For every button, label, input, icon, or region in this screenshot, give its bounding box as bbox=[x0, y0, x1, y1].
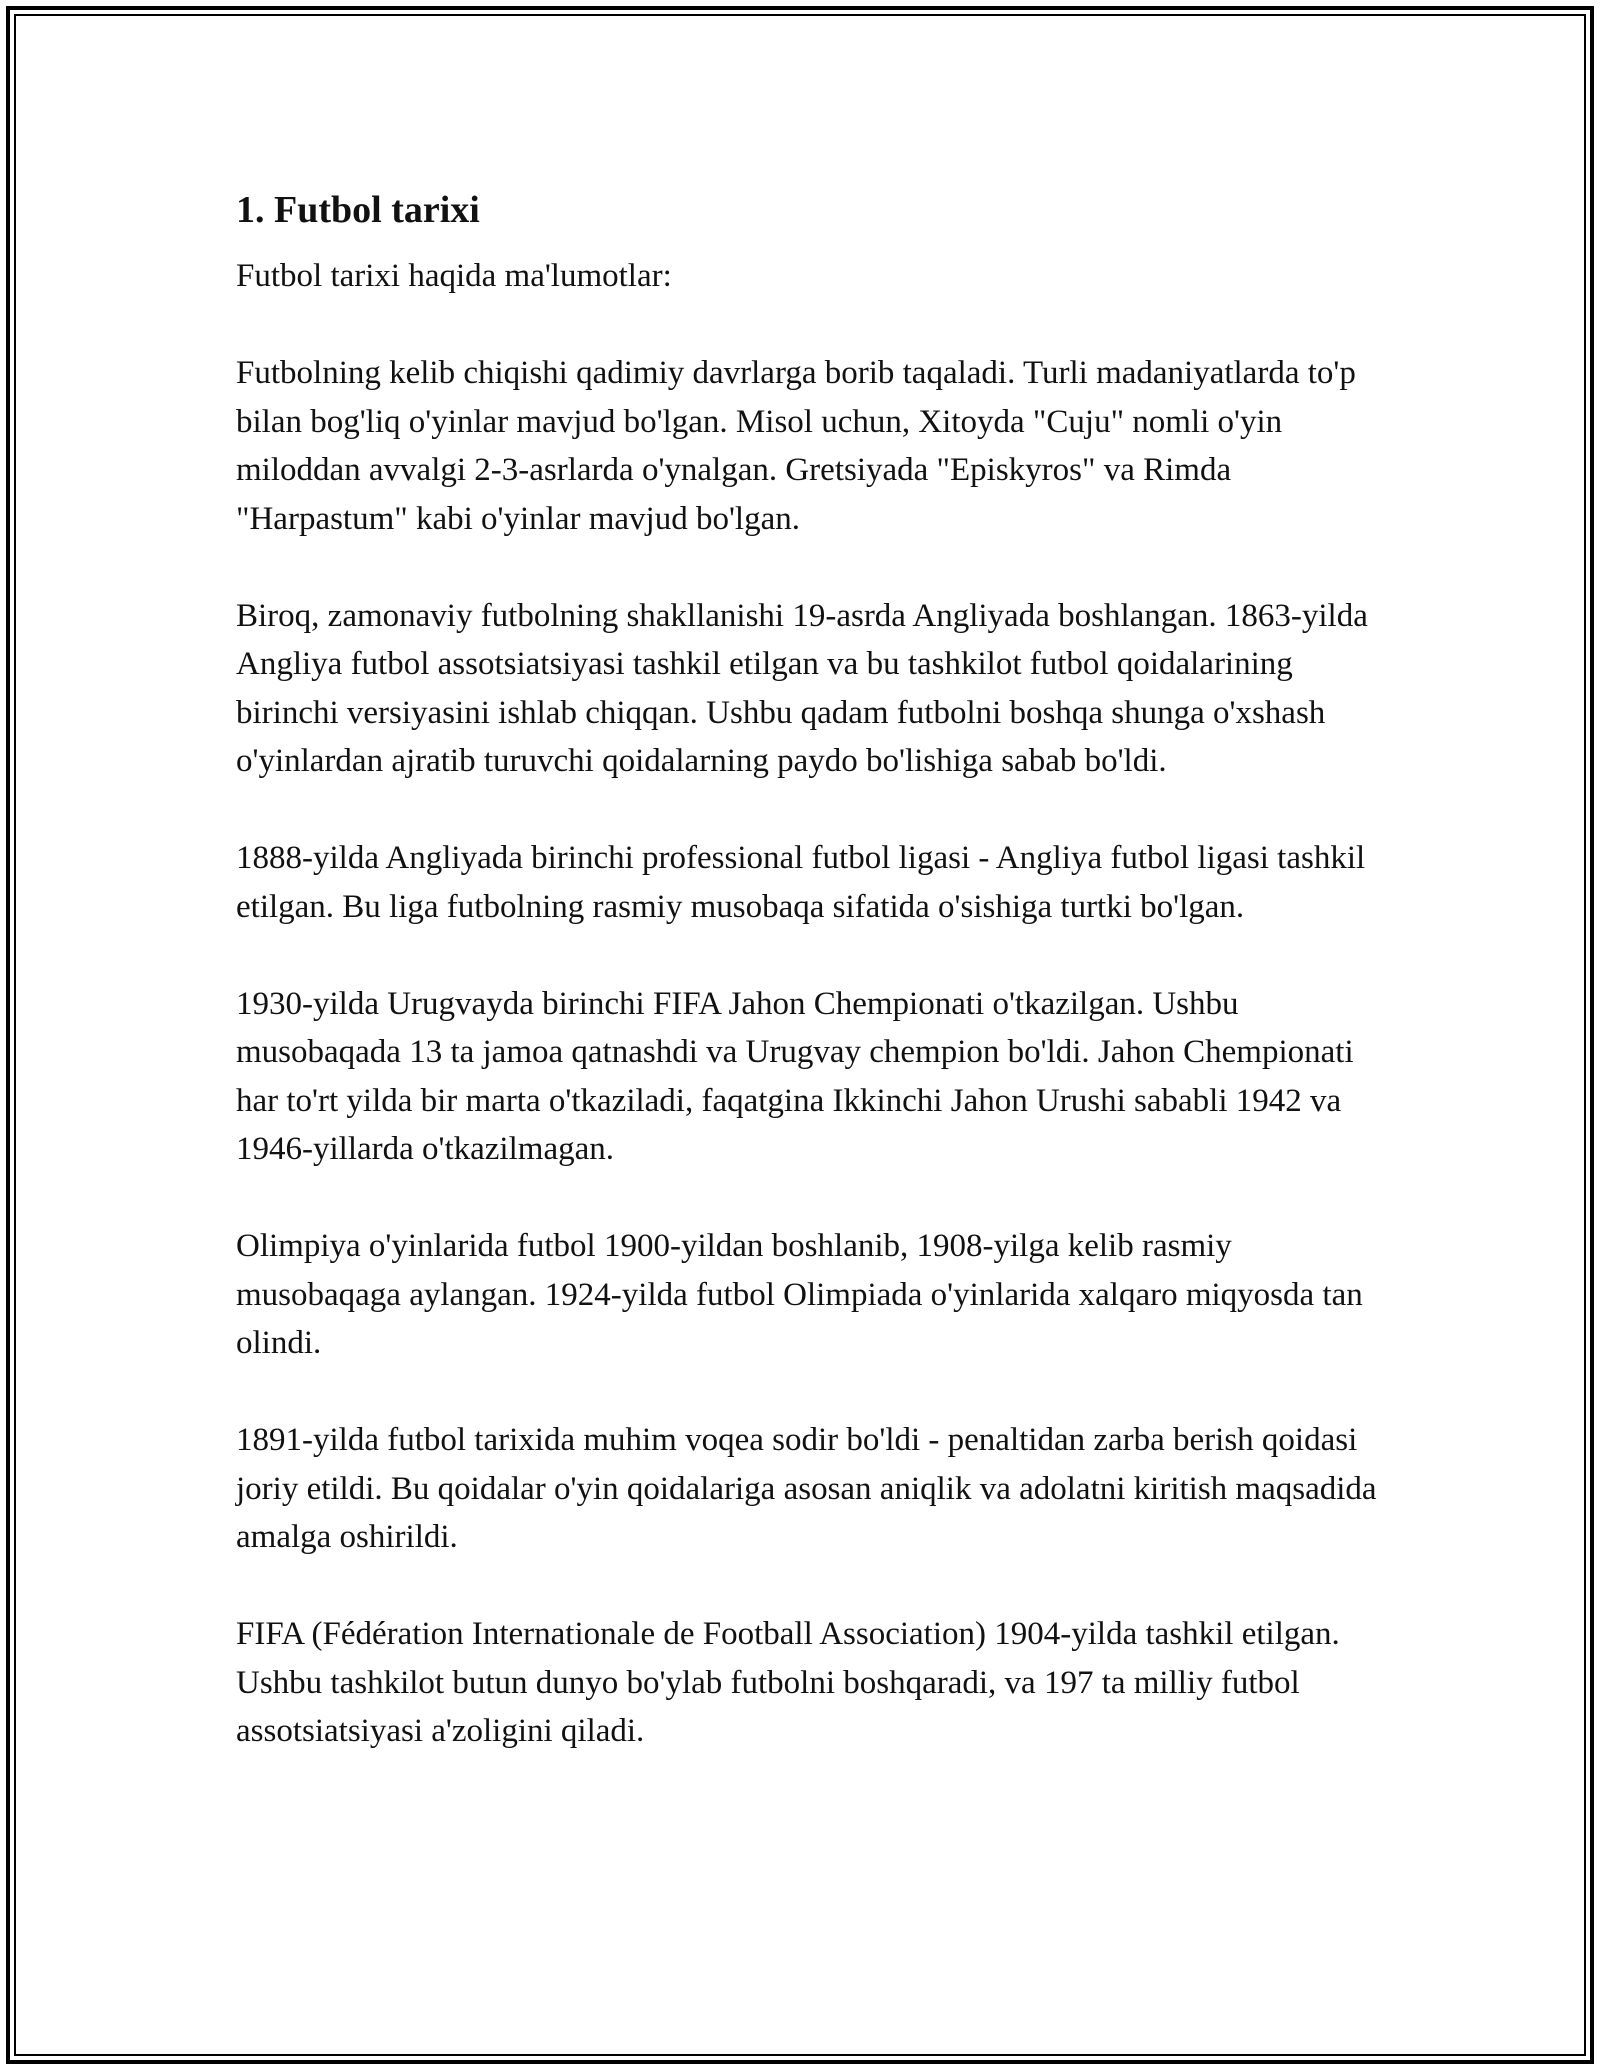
paragraph-intro: Futbol tarixi haqida ma'lumotlar: bbox=[236, 258, 672, 294]
document-body bbox=[236, 186, 1396, 1804]
paragraph-olympics: Olimpiya o'yinlarida futbol 1900-yildan boshlanib, 1908-yilga kelib rasmiy musobaqaga aylangan. 1924-yilda futbol Olimpiada o'yinlarida xalqaro miqyosda tan olindi. bbox=[236, 1228, 1363, 1361]
paragraph-league-1888: 1888-yilda Angliyada birinchi professional futbol ligasi - Angliya futbol ligasi tashkil etilgan. Bu liga futbolning rasmiy musobaqa sifatida o'sishiga turtki bo'lgan. bbox=[236, 840, 1366, 925]
paragraph-origins: Futbolning kelib chiqishi qadimiy davrlarga borib taqaladi. Turli madaniyatlarda to'p bilan bog'liq o'yinlar mavjud bo'lgan. Misol uchun, Xitoyda "Cuju" nomli o'yin miloddan avvalgi 2-3-asrlarda o'ynalgan. Gretsiyada "Episkyros" va Rimda "Harpastum" kabi o'yinlar mavjud bo'lgan. bbox=[236, 355, 1356, 537]
paragraph-penalty-rule: 1891-yilda futbol tarixida muhim voqea sodir bo'ldi - penaltidan zarba berish qoidasi joriy etildi. Bu qoidalar o'yin qoidalariga asosan aniqlik va adolatni kiritish maqsadida amalga oshirildi. bbox=[236, 1422, 1377, 1555]
paragraph-modern-football: Biroq, zamonaviy futbolning shakllanishi 19-asrda Angliyada boshlangan. 1863-yilda Angliya futbol assotsiatsiyasi tashkil etilgan va bu tashkilot futbol qoidalarining birinchi versiyasini ishlab chiqqan. Ushbu qadam futbolni boshqa shunga o'xshash o'yinlardan ajratib turuvchi qoidalarning paydo bo'lishiga sabab bo'ldi. bbox=[236, 597, 1368, 779]
paragraph-world-cup: 1930-yilda Urugvayda birinchi FIFA Jahon Chempionati o'tkazilgan. Ushbu musobaqada 13 ta jamoa qatnashdi va Urugvay chempion bo'ldi. Jahon Chempionati har to'rt yilda bir marta o'tkaziladi, faqatgina Ikkinchi Jahon Urushi sababli 1942 va 1946-yillarda o'tkazilmagan. bbox=[236, 985, 1354, 1167]
paragraph-fifa: FIFA (Fédération Internationale de Football Association) 1904-yilda tashkil etilgan. Ushbu tashkilot butun dunyo bo'ylab futbolni boshqaradi, va 197 ta milliy futbol assotsiatsiyasi a'zoligini qiladi. bbox=[236, 1616, 1340, 1749]
section-heading: 1. Futbol tarixi bbox=[236, 189, 480, 231]
